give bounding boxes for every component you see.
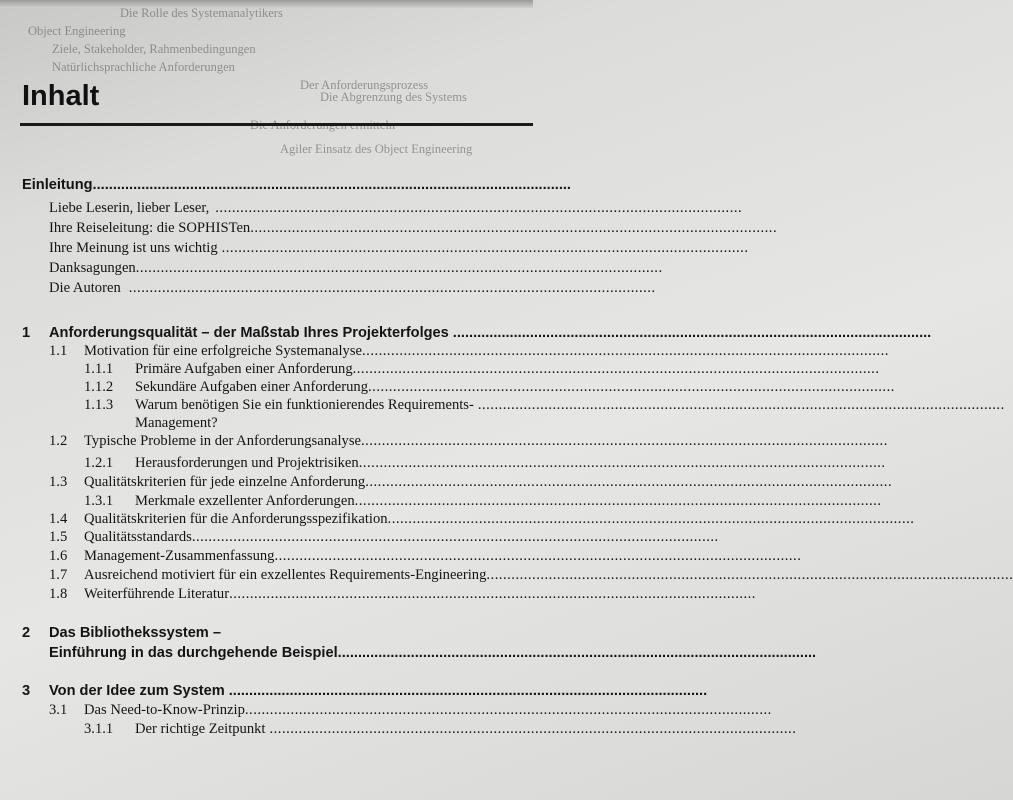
toc-leader: ............................................................................................................................... bbox=[486, 567, 1013, 583]
toc-entry[interactable] bbox=[84, 702, 772, 719]
section-number: 1.1.2 bbox=[84, 379, 114, 395]
section-number: 1.3 bbox=[49, 474, 68, 490]
toc-title: Qualitätskriterien für jede einzelne Anforderung bbox=[84, 474, 366, 490]
toc-leader: ............................................................................................................................... bbox=[128, 280, 656, 296]
toc-title: Anforderungsqualität – der Maßstab Ihres Projekterfolges bbox=[49, 325, 449, 341]
toc-entry[interactable] bbox=[84, 474, 893, 491]
toc-title: Liebe Leserin, lieber Leser, bbox=[49, 200, 210, 216]
page-title: Inhalt bbox=[22, 80, 100, 112]
toc-title: Management-Zusammenfassung bbox=[84, 548, 275, 564]
bleed-line: Die Abgrenzung des Systems bbox=[320, 90, 467, 104]
section-number: 1.7 bbox=[49, 567, 68, 583]
toc-leader: ............................................................................................................................... bbox=[221, 240, 749, 256]
toc-title: Qualitätskriterien für die Anforderungsspezifikation bbox=[84, 511, 388, 527]
toc-entry[interactable] bbox=[84, 529, 719, 546]
toc-title: Von der Idee zum System bbox=[49, 683, 225, 699]
section-number: 1.1.1 bbox=[84, 361, 114, 377]
toc-leader: ............................................................................................................................... bbox=[269, 721, 797, 737]
toc-entry[interactable] bbox=[135, 397, 1005, 414]
toc-leader: ............................................................................................................................... bbox=[354, 493, 882, 509]
toc-entry[interactable] bbox=[49, 240, 749, 257]
toc-entry-chapter-2[interactable] bbox=[49, 625, 533, 641]
toc-entry[interactable] bbox=[49, 280, 656, 297]
bleed-line: Die Rolle des Systemanalytikers bbox=[120, 6, 283, 20]
toc-title: Die Autoren bbox=[49, 280, 121, 296]
toc-entry[interactable] bbox=[84, 343, 889, 360]
bleed-line: Natürlichsprachliche Anforderungen bbox=[52, 60, 235, 74]
section-number: 3.1.1 bbox=[84, 721, 114, 737]
toc-entry[interactable] bbox=[49, 200, 743, 217]
toc-title: Der richtige Zeitpunkt bbox=[135, 721, 266, 737]
toc-title: Das Bibliothekssystem – bbox=[49, 625, 221, 641]
toc-leader: ............................................................................................................................... bbox=[215, 200, 743, 216]
section-number: 3.1 bbox=[49, 702, 68, 718]
toc-entry-intro[interactable] bbox=[22, 177, 571, 193]
bleed-line: Der Anforderungsprozess bbox=[300, 78, 429, 92]
toc-leader: ............................................................................................................................... bbox=[365, 474, 893, 490]
toc-entry-chapter-3[interactable] bbox=[49, 683, 708, 699]
toc-leader: ............................................................................................................................... bbox=[250, 220, 778, 236]
toc-title: Warum benötigen Sie ein funktionierendes Requirements- bbox=[135, 397, 474, 413]
bleed-line: Ziele, Stakeholder, Rahmenbedingungen bbox=[52, 42, 256, 56]
toc-title: Qualitätsstandards bbox=[84, 529, 192, 545]
toc-entry-chapter-1[interactable] bbox=[49, 325, 932, 341]
toc-entry[interactable] bbox=[49, 220, 778, 237]
toc-entry-continuation bbox=[135, 415, 533, 432]
toc-title: Primäre Aufgaben einer Anforderung bbox=[135, 361, 353, 377]
toc-leader: ............................................................................................................................... bbox=[358, 455, 886, 471]
toc-entry[interactable] bbox=[84, 567, 1013, 584]
toc-title: Ihre Reiseleitung: die SOPHISTen bbox=[49, 220, 251, 236]
section-number: 1.3.1 bbox=[84, 493, 114, 509]
toc-leader: ............................................................................................................................... bbox=[274, 548, 802, 564]
section-number: 1.2 bbox=[49, 433, 68, 449]
toc-leader: ............................................................................................................................... bbox=[362, 343, 889, 359]
chapter-number: 2 bbox=[22, 625, 31, 641]
toc-entry[interactable] bbox=[84, 548, 802, 565]
toc-leader: ............................................................................................................................... bbox=[244, 702, 772, 718]
section-number: 1.4 bbox=[49, 511, 68, 527]
bleed-line: Agiler Einsatz des Object Engineering bbox=[280, 142, 473, 156]
bleed-line: Object Engineering bbox=[28, 24, 126, 38]
toc-entry[interactable] bbox=[49, 260, 663, 277]
toc-entry[interactable] bbox=[84, 511, 915, 528]
toc-leader: ............................................................................................................................... bbox=[361, 433, 888, 449]
toc-title: Ihre Meinung ist uns wichtig bbox=[49, 240, 218, 256]
toc-title: Einleitung bbox=[22, 177, 93, 193]
toc-leader: ............................................................................................................................... bbox=[352, 361, 880, 377]
toc-title: Einführung in das durchgehende Beispiel bbox=[49, 645, 338, 661]
toc-leader: ...................................................................................................................... bbox=[452, 325, 932, 341]
toc-title: Sekundäre Aufgaben einer Anforderung bbox=[135, 379, 369, 395]
toc-leader: ............................................................................................................................... bbox=[191, 529, 719, 545]
toc-title: Das Need-to-Know-Prinzip bbox=[84, 702, 245, 718]
toc-title: Herausforderungen und Projektrisiken bbox=[135, 455, 359, 471]
section-number: 1.6 bbox=[49, 548, 68, 564]
toc-entry[interactable] bbox=[84, 433, 888, 450]
section-number: 1.2.1 bbox=[84, 455, 114, 471]
title-rule bbox=[20, 123, 533, 126]
toc-leader: ............................................................................................................................... bbox=[477, 397, 1005, 413]
toc-title: Danksagungen bbox=[49, 260, 136, 276]
section-number: 1.8 bbox=[49, 586, 68, 602]
toc-leader: ............................................................................................................................... bbox=[229, 586, 756, 602]
section-number: 1.1 bbox=[49, 343, 68, 359]
toc-title: Merkmale exzellenter Anforderungen bbox=[135, 493, 355, 509]
section-number: 1.1.3 bbox=[84, 397, 114, 413]
toc-title: Management? bbox=[135, 415, 218, 431]
toc-leader: ...................................................................................................................... bbox=[228, 683, 708, 699]
toc-leader: ............................................................................................................................... bbox=[135, 260, 663, 276]
toc-leader: ...................................................................................................................... bbox=[337, 645, 817, 661]
toc-title: Weiterführende Literatur bbox=[84, 586, 230, 602]
toc-title: Motivation für eine erfolgreiche Systemanalyse bbox=[84, 343, 363, 359]
toc-entry-chapter-2-line2[interactable] bbox=[49, 645, 817, 661]
toc-title: Typische Probleme in der Anforderungsanalyse bbox=[84, 433, 361, 449]
toc-entry[interactable] bbox=[135, 721, 797, 738]
chapter-number: 1 bbox=[22, 325, 31, 341]
toc-entry[interactable] bbox=[135, 361, 880, 378]
toc-leader: ............................................................................................................................... bbox=[368, 379, 895, 395]
toc-entry[interactable] bbox=[135, 455, 886, 472]
toc-leader: ............................................................................................................................... bbox=[387, 511, 915, 527]
toc-entry[interactable] bbox=[84, 586, 756, 603]
section-number: 1.5 bbox=[49, 529, 68, 545]
toc-leader: ...................................................................................................................... bbox=[92, 177, 571, 193]
toc-entry[interactable] bbox=[135, 493, 882, 510]
chapter-number: 3 bbox=[22, 683, 31, 699]
toc-entry[interactable] bbox=[135, 379, 895, 396]
toc-title: Ausreichend motiviert für ein exzellentes Requirements-Engineering bbox=[84, 567, 487, 583]
